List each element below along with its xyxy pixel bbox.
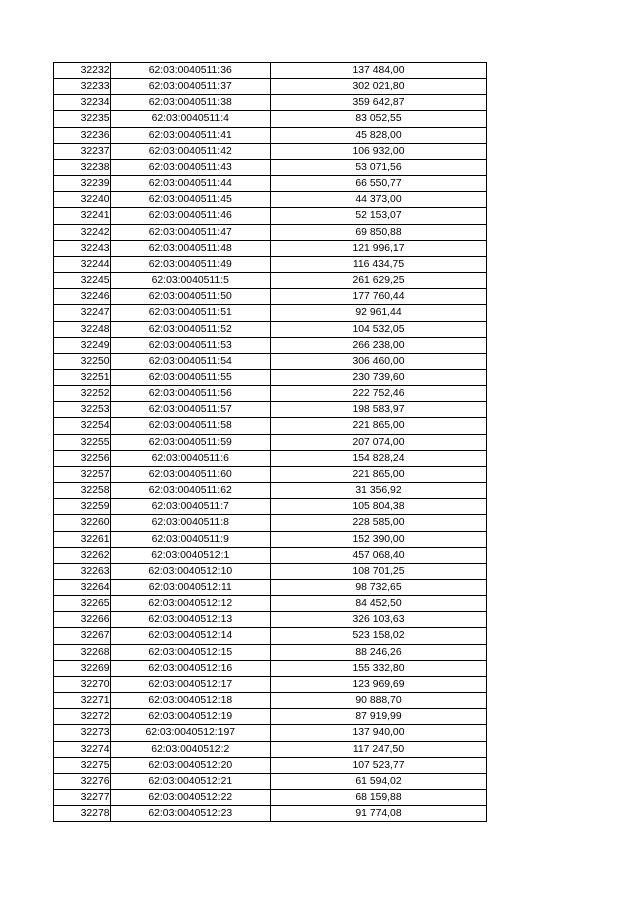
cadastral-value-cell: 44 373,00 bbox=[270, 192, 486, 208]
cadastral-value-cell: 222 752,46 bbox=[270, 386, 486, 402]
row-number-cell: 32233 bbox=[54, 79, 111, 95]
cadastral-value-cell: 152 390,00 bbox=[270, 531, 486, 547]
row-number-cell: 32239 bbox=[54, 176, 111, 192]
table-row bbox=[54, 305, 487, 321]
row-number-cell: 32245 bbox=[54, 273, 111, 289]
row-number-cell: 32242 bbox=[54, 224, 111, 240]
row-number-cell: 32232 bbox=[54, 63, 111, 79]
row-number-cell: 32252 bbox=[54, 386, 111, 402]
table-row bbox=[54, 596, 487, 612]
cadastral-value-cell: 266 238,00 bbox=[270, 337, 486, 353]
table-row bbox=[54, 79, 487, 95]
cadastral-value-cell: 68 159,88 bbox=[270, 790, 486, 806]
row-number-cell: 32240 bbox=[54, 192, 111, 208]
cadastral-number-cell: 62:03:0040511:45 bbox=[110, 192, 270, 208]
table-row bbox=[54, 725, 487, 741]
row-number-cell: 32261 bbox=[54, 531, 111, 547]
cadastral-number-cell: 62:03:0040512:1 bbox=[110, 547, 270, 563]
cadastral-number-cell: 62:03:0040511:37 bbox=[110, 79, 270, 95]
table-row bbox=[54, 353, 487, 369]
row-number-cell: 32235 bbox=[54, 111, 111, 127]
table-row bbox=[54, 369, 487, 385]
cadastral-number-cell: 62:03:0040511:49 bbox=[110, 256, 270, 272]
cadastral-value-cell: 84 452,50 bbox=[270, 596, 486, 612]
cadastral-value-cell: 457 068,40 bbox=[270, 547, 486, 563]
row-number-cell: 32236 bbox=[54, 127, 111, 143]
table-row bbox=[54, 240, 487, 256]
cadastral-number-cell: 62:03:0040511:46 bbox=[110, 208, 270, 224]
cadastral-number-cell: 62:03:0040511:4 bbox=[110, 111, 270, 127]
row-number-cell: 32253 bbox=[54, 402, 111, 418]
row-number-cell: 32249 bbox=[54, 337, 111, 353]
cadastral-value-cell: 177 760,44 bbox=[270, 289, 486, 305]
cadastral-number-cell: 62:03:0040511:44 bbox=[110, 176, 270, 192]
table-row bbox=[54, 208, 487, 224]
cadastral-number-cell: 62:03:0040511:50 bbox=[110, 289, 270, 305]
cadastral-number-cell: 62:03:0040512:19 bbox=[110, 709, 270, 725]
cadastral-value-cell: 83 052,55 bbox=[270, 111, 486, 127]
cadastral-value-cell: 108 701,25 bbox=[270, 563, 486, 579]
table-row bbox=[54, 612, 487, 628]
cadastral-value-cell: 326 103,63 bbox=[270, 612, 486, 628]
table-row bbox=[54, 402, 487, 418]
cadastral-value-cell: 104 532,05 bbox=[270, 321, 486, 337]
row-number-cell: 32247 bbox=[54, 305, 111, 321]
table-row bbox=[54, 224, 487, 240]
cadastral-number-cell: 62:03:0040511:55 bbox=[110, 369, 270, 385]
cadastral-number-cell: 62:03:0040511:8 bbox=[110, 515, 270, 531]
row-number-cell: 32244 bbox=[54, 256, 111, 272]
row-number-cell: 32269 bbox=[54, 660, 111, 676]
row-number-cell: 32266 bbox=[54, 612, 111, 628]
row-number-cell: 32267 bbox=[54, 628, 111, 644]
row-number-cell: 32271 bbox=[54, 693, 111, 709]
table-row bbox=[54, 418, 487, 434]
cadastral-value-cell: 261 629,25 bbox=[270, 273, 486, 289]
table-row bbox=[54, 757, 487, 773]
row-number-cell: 32255 bbox=[54, 434, 111, 450]
cadastral-value-cell: 116 434,75 bbox=[270, 256, 486, 272]
table-row bbox=[54, 289, 487, 305]
cadastral-value-cell: 98 732,65 bbox=[270, 580, 486, 596]
cadastral-number-cell: 62:03:0040511:38 bbox=[110, 95, 270, 111]
cadastral-value-cell: 137 484,00 bbox=[270, 63, 486, 79]
cadastral-value-cell: 69 850,88 bbox=[270, 224, 486, 240]
cadastral-value-cell: 107 523,77 bbox=[270, 757, 486, 773]
row-number-cell: 32251 bbox=[54, 369, 111, 385]
row-number-cell: 32263 bbox=[54, 563, 111, 579]
cadastral-value-table bbox=[53, 62, 487, 822]
cadastral-number-cell: 62:03:0040512:20 bbox=[110, 757, 270, 773]
row-number-cell: 32248 bbox=[54, 321, 111, 337]
cadastral-number-cell: 62:03:0040512:21 bbox=[110, 773, 270, 789]
cadastral-value-cell: 52 153,07 bbox=[270, 208, 486, 224]
table-row bbox=[54, 321, 487, 337]
row-number-cell: 32262 bbox=[54, 547, 111, 563]
row-number-cell: 32274 bbox=[54, 741, 111, 757]
table-row bbox=[54, 660, 487, 676]
cadastral-number-cell: 62:03:0040511:59 bbox=[110, 434, 270, 450]
row-number-cell: 32276 bbox=[54, 773, 111, 789]
row-number-cell: 32268 bbox=[54, 644, 111, 660]
cadastral-number-cell: 62:03:0040512:11 bbox=[110, 580, 270, 596]
table-row bbox=[54, 127, 487, 143]
cadastral-value-cell: 230 739,60 bbox=[270, 369, 486, 385]
row-number-cell: 32238 bbox=[54, 159, 111, 175]
cadastral-number-cell: 62:03:0040511:51 bbox=[110, 305, 270, 321]
table-row bbox=[54, 531, 487, 547]
row-number-cell: 32273 bbox=[54, 725, 111, 741]
cadastral-value-cell: 53 071,56 bbox=[270, 159, 486, 175]
cadastral-value-cell: 359 642,87 bbox=[270, 95, 486, 111]
cadastral-value-cell: 207 074,00 bbox=[270, 434, 486, 450]
cadastral-value-cell: 45 828,00 bbox=[270, 127, 486, 143]
cadastral-number-cell: 62:03:0040512:16 bbox=[110, 660, 270, 676]
cadastral-number-cell: 62:03:0040512:18 bbox=[110, 693, 270, 709]
cadastral-number-cell: 62:03:0040512:23 bbox=[110, 806, 270, 822]
row-number-cell: 32256 bbox=[54, 450, 111, 466]
row-number-cell: 32258 bbox=[54, 483, 111, 499]
table-row bbox=[54, 450, 487, 466]
table-row bbox=[54, 741, 487, 757]
cadastral-number-cell: 62:03:0040511:42 bbox=[110, 143, 270, 159]
row-number-cell: 32270 bbox=[54, 676, 111, 692]
row-number-cell: 32243 bbox=[54, 240, 111, 256]
row-number-cell: 32278 bbox=[54, 806, 111, 822]
cadastral-number-cell: 62:03:0040511:5 bbox=[110, 273, 270, 289]
cadastral-number-cell: 62:03:0040511:36 bbox=[110, 63, 270, 79]
cadastral-number-cell: 62:03:0040512:17 bbox=[110, 676, 270, 692]
row-number-cell: 32264 bbox=[54, 580, 111, 596]
cadastral-value-cell: 198 583,97 bbox=[270, 402, 486, 418]
cadastral-value-cell: 87 919,99 bbox=[270, 709, 486, 725]
table-row bbox=[54, 709, 487, 725]
row-number-cell: 32260 bbox=[54, 515, 111, 531]
cadastral-number-cell: 62:03:0040511:48 bbox=[110, 240, 270, 256]
table-row bbox=[54, 773, 487, 789]
cadastral-number-cell: 62:03:0040512:22 bbox=[110, 790, 270, 806]
cadastral-number-cell: 62:03:0040511:62 bbox=[110, 483, 270, 499]
cadastral-number-cell: 62:03:0040512:14 bbox=[110, 628, 270, 644]
row-number-cell: 32265 bbox=[54, 596, 111, 612]
cadastral-number-cell: 62:03:0040511:58 bbox=[110, 418, 270, 434]
cadastral-number-cell: 62:03:0040511:57 bbox=[110, 402, 270, 418]
cadastral-number-cell: 62:03:0040511:47 bbox=[110, 224, 270, 240]
table-row bbox=[54, 95, 487, 111]
cadastral-value-cell: 221 865,00 bbox=[270, 418, 486, 434]
cadastral-value-cell: 523 158,02 bbox=[270, 628, 486, 644]
cadastral-number-cell: 62:03:0040511:7 bbox=[110, 499, 270, 515]
cadastral-value-cell: 61 594,02 bbox=[270, 773, 486, 789]
table-row bbox=[54, 790, 487, 806]
table-row bbox=[54, 143, 487, 159]
cadastral-value-cell: 117 247,50 bbox=[270, 741, 486, 757]
table-row bbox=[54, 806, 487, 822]
table-row bbox=[54, 176, 487, 192]
table-row bbox=[54, 111, 487, 127]
table-body bbox=[54, 63, 487, 822]
table-row bbox=[54, 693, 487, 709]
table-row bbox=[54, 466, 487, 482]
cadastral-number-cell: 62:03:0040511:41 bbox=[110, 127, 270, 143]
row-number-cell: 32250 bbox=[54, 353, 111, 369]
cadastral-value-cell: 106 932,00 bbox=[270, 143, 486, 159]
row-number-cell: 32275 bbox=[54, 757, 111, 773]
cadastral-value-cell: 228 585,00 bbox=[270, 515, 486, 531]
cadastral-number-cell: 62:03:0040511:43 bbox=[110, 159, 270, 175]
table-row bbox=[54, 499, 487, 515]
cadastral-number-cell: 62:03:0040512:12 bbox=[110, 596, 270, 612]
cadastral-value-cell: 105 804,38 bbox=[270, 499, 486, 515]
row-number-cell: 32234 bbox=[54, 95, 111, 111]
row-number-cell: 32246 bbox=[54, 289, 111, 305]
table-row bbox=[54, 563, 487, 579]
cadastral-number-cell: 62:03:0040512:13 bbox=[110, 612, 270, 628]
cadastral-number-cell: 62:03:0040511:9 bbox=[110, 531, 270, 547]
cadastral-value-cell: 155 332,80 bbox=[270, 660, 486, 676]
table-row bbox=[54, 63, 487, 79]
cadastral-value-cell: 137 940,00 bbox=[270, 725, 486, 741]
cadastral-value-cell: 121 996,17 bbox=[270, 240, 486, 256]
table-row bbox=[54, 644, 487, 660]
cadastral-value-cell: 91 774,08 bbox=[270, 806, 486, 822]
table-row bbox=[54, 547, 487, 563]
cadastral-value-cell: 90 888,70 bbox=[270, 693, 486, 709]
table-row bbox=[54, 628, 487, 644]
cadastral-value-cell: 154 828,24 bbox=[270, 450, 486, 466]
cadastral-number-cell: 62:03:0040511:53 bbox=[110, 337, 270, 353]
table-row bbox=[54, 483, 487, 499]
cadastral-number-cell: 62:03:0040511:52 bbox=[110, 321, 270, 337]
cadastral-number-cell: 62:03:0040512:2 bbox=[110, 741, 270, 757]
cadastral-number-cell: 62:03:0040511:60 bbox=[110, 466, 270, 482]
cadastral-value-cell: 92 961,44 bbox=[270, 305, 486, 321]
row-number-cell: 32254 bbox=[54, 418, 111, 434]
cadastral-value-cell: 66 550,77 bbox=[270, 176, 486, 192]
table-row bbox=[54, 386, 487, 402]
cadastral-value-cell: 31 356,92 bbox=[270, 483, 486, 499]
cadastral-number-cell: 62:03:0040511:56 bbox=[110, 386, 270, 402]
table-row bbox=[54, 434, 487, 450]
row-number-cell: 32257 bbox=[54, 466, 111, 482]
cadastral-number-cell: 62:03:0040511:6 bbox=[110, 450, 270, 466]
table-row bbox=[54, 273, 487, 289]
table-row bbox=[54, 515, 487, 531]
cadastral-value-cell: 88 246,26 bbox=[270, 644, 486, 660]
table-row bbox=[54, 337, 487, 353]
cadastral-value-cell: 306 460,00 bbox=[270, 353, 486, 369]
table-row bbox=[54, 256, 487, 272]
row-number-cell: 32237 bbox=[54, 143, 111, 159]
cadastral-number-cell: 62:03:0040511:54 bbox=[110, 353, 270, 369]
table-row bbox=[54, 159, 487, 175]
table-row bbox=[54, 676, 487, 692]
table-row bbox=[54, 580, 487, 596]
cadastral-value-cell: 123 969,69 bbox=[270, 676, 486, 692]
cadastral-value-cell: 302 021,80 bbox=[270, 79, 486, 95]
cadastral-value-cell: 221 865,00 bbox=[270, 466, 486, 482]
row-number-cell: 32259 bbox=[54, 499, 111, 515]
cadastral-number-cell: 62:03:0040512:15 bbox=[110, 644, 270, 660]
cadastral-number-cell: 62:03:0040512:197 bbox=[110, 725, 270, 741]
row-number-cell: 32241 bbox=[54, 208, 111, 224]
row-number-cell: 32272 bbox=[54, 709, 111, 725]
row-number-cell: 32277 bbox=[54, 790, 111, 806]
cadastral-number-cell: 62:03:0040512:10 bbox=[110, 563, 270, 579]
table-row bbox=[54, 192, 487, 208]
